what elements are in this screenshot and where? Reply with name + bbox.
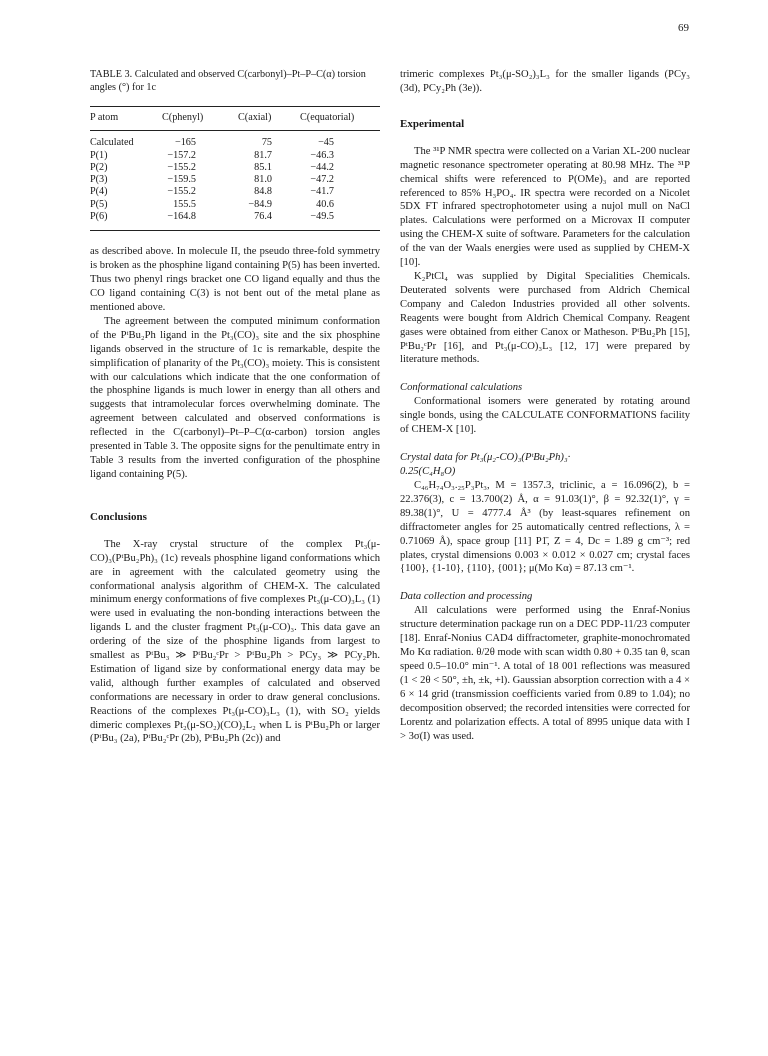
paragraph: The agreement between the computed minimum conformation of the PᵗBu₂Ph ligand in the Pt₃(CO)₃ site and the six phosphine ligands observed in the structure of 1c is remarkable, despite the simplification of planarity of the Pt₃(CO)₃ moiety. This is consistent with our calculations which indicate that the one conformation of the phosphine ligands is much lower in energy than all others and suggests that intramolecular forces overwhelming dominate. The agreement between calculated and observed conformations is reflected in the C(carbonyl)–Pt–P–C(α-carbon) torsion angles presented in Table 3. The opposite signs for the penultimate entry in Table 3 results from the inverted configuration of the phosphine ligand containing P(5).	[90, 315, 380, 480]
table-cell: Calculated	[90, 137, 134, 149]
crystal-data-block	[400, 451, 690, 576]
table-header-cell: P atom	[90, 107, 160, 131]
paragraph: All calculations were performed using the Enraf-Nonius structure determination package run on a DEC PDP-11/23 computer [18]. Enraf-Nonius CAD4 diffractometer, graphite-monochromated Mo Kα radiation. θ/2θ mode with scan width 0.80 + 0.35 tan θ, scan speed 0.5–10.0° min⁻¹. A total of 18 001 reflections was measured (1 < 2θ < 50°, ±h, ±k, +l). Gaussian absorption correction with a 4 × 6 × 14 grid (transmission coefficients varied from 0.89 to 1.04); no decomposition observed; the recorded intensities were corrected for Lorentz and polarization effects. A total of 8995 unique data with I > 3σ(I) was used.	[400, 605, 690, 742]
table-cell	[238, 162, 300, 174]
table-row	[90, 211, 380, 231]
left-column	[90, 68, 380, 746]
torsion-angle-table	[90, 106, 380, 231]
paragraph: as described above. In molecule II, the pseudo three-fold symmetry is broken as the phosphine ligand containing P(5) has been inverted. Thus two phenyl rings bracket one CO ligand equally and thus the CO ligand containing C(3) is not bent out of the metal plane as mentioned above.	[90, 246, 380, 313]
table-cell-value: −155.2	[167, 186, 196, 198]
table-cell: P(5)	[90, 198, 108, 210]
table-cell-value: −41.7	[310, 186, 334, 198]
table-cell	[300, 174, 380, 186]
table-cell-value: −157.2	[167, 149, 196, 161]
paragraph: The ³¹P NMR spectra were collected on a Varian XL-200 nuclear magnetic resonance spectrometer operating at 80.98 MHz. The ³¹P chemical shifts were referenced to P(OMe)₃ and are reported referenced to 85% H₃PO₄. IR spectra were recorded on a Nicolet 5DX FT infrared spectrophotometer using a nujol mull on NaCl plates. Calculations were performed on a Microvax II computer using the CHEM-X suite of software. Parameters for the calculation of the van der Waals energies were used as supplied by CHEM-X [10].	[400, 145, 690, 269]
table-cell-value: −45	[318, 137, 334, 149]
table-cell-value: −46.3	[310, 149, 334, 161]
table-row	[90, 186, 380, 198]
table-header-cell: C(equatorial)	[300, 107, 380, 131]
table-cell: P(2)	[90, 161, 108, 173]
table-row	[90, 174, 380, 186]
table-cell	[160, 186, 238, 198]
table-cell-value: 85.1	[254, 161, 272, 173]
table-cell	[160, 150, 238, 162]
subsection-heading-crystal-data-line2: 0.25(C₄H₈O)	[400, 466, 456, 478]
table-cell-value: −155.2	[167, 161, 196, 173]
table-cell-value: −49.5	[310, 211, 334, 223]
table-3	[90, 68, 380, 231]
table-cell-value: −165	[174, 137, 196, 149]
section-heading-conclusions: Conclusions	[90, 510, 147, 523]
table-cell-value: 76.4	[254, 211, 272, 223]
table-cell	[300, 186, 380, 198]
table-cell: P(4)	[90, 186, 108, 198]
paragraph: K₂PtCl₄ was supplied by Digital Specialities Chemicals. Deuterated solvents were purchased from Aldrich Chemical Company and Caledon Industries provided all other solvents. Reagents were bought from Aldrich Chemical Company. Reagent gases were obtained from either Canox or Matheson. PᵗBu₂Ph [15], PᵗBu₂ᶜPr [16], and Pt₃(μ-CO)₃L₃ [12, 17] were prepared by literature methods.	[400, 270, 690, 366]
table-cell-value: −47.2	[310, 174, 334, 186]
table-cell	[300, 150, 380, 162]
table-cell	[300, 131, 380, 150]
table-cell: P(1)	[90, 149, 108, 161]
table-cell	[238, 150, 300, 162]
table-cell-value: 155.5	[173, 198, 196, 210]
table-cell	[300, 199, 380, 211]
page-number: 69	[678, 22, 689, 34]
table-cell-value: −164.8	[167, 211, 196, 223]
paragraph: The X-ray crystal structure of the complex Pt₃(μ-CO)₃(PᵗBu₂Ph)₃ (1c) reveals phosphine ligand conformations which are in agreement with the calculated geometry using the conformational analysis algorithm of CHEM-X. The calculated minimum energy conformations of five complexes Pt₃(μ-CO)₃L₃ (1) were used in evaluating the non-bonding interactions between the ligands L and the cluster fragment Pt₃(μ-CO)₃. This data gave an ordering of the size of the phosphine ligands from largest to smallest as PᵗBu₃ ≫ PᵗBu₂ᶜPr > PᵗBu₂Ph > PCy₃ ≫ PCy₂Ph. Estimation of ligand size by conformational energy data may be valid, although further examples of calculated and observed conformations are necessary in order to draw general conclusions. Reactions of the complexes Pt₃(μ-CO)₃L₃ (1), with SO₂ yields dimeric complexes Pt₂(μ-SO₂)(CO)₂L₂ when L is PᵗBu₂Ph or larger (PᵗBu₃ (2a), PᵗBu₂ᶜPr (2b), PᵗBu₂Ph (2c)) and	[90, 538, 380, 745]
table-cell	[300, 162, 380, 174]
table-cell-value: 40.6	[316, 198, 334, 210]
table-cell-value: −44.2	[310, 161, 334, 173]
table-header-row	[90, 107, 380, 131]
table-cell-value: −84.9	[248, 198, 272, 210]
paragraph: Conformational isomers were generated by rotating around single bonds, using the CALCULATE CONFORMATIONS facility of CHEM-X [10].	[400, 396, 690, 436]
subsection-heading-crystal-data: Crystal data for Pt₃(μ₂-CO)₃(PᵗBu₂Ph)₃·	[400, 452, 571, 464]
table-header-cell: C(phenyl)	[160, 107, 238, 131]
table-header-cell: C(axial)	[238, 107, 300, 131]
table-cell-value: 75	[261, 137, 272, 149]
table-cell	[238, 131, 300, 150]
table-cell	[238, 186, 300, 198]
table-cell	[238, 199, 300, 211]
table-cell-value: 81.7	[254, 149, 272, 161]
table-caption: TABLE 3. Calculated and observed C(carbonyl)–Pt–P–C(α) torsion angles (°) for 1c	[90, 69, 366, 93]
subsection-heading-conformational: Conformational calculations	[400, 382, 523, 394]
table-cell: P(6)	[90, 211, 160, 231]
table-cell: P(3)	[90, 174, 108, 186]
table-cell	[238, 174, 300, 186]
right-column	[400, 68, 690, 743]
table-row	[90, 131, 380, 150]
table-cell	[160, 211, 238, 231]
table-row	[90, 199, 380, 211]
table-cell-value: 84.8	[254, 186, 272, 198]
subsection-heading-data-collection: Data collection and processing	[400, 591, 533, 603]
table-row	[90, 162, 380, 174]
paragraph: C₄₆H₇₄O₃.₂₅P₃Pt₃, M = 1357.3, triclinic, a = 16.096(2), b = 22.376(3), c = 13.700(2) Å, α = 91.03(1)°, β = 92.32(1)°, γ = 89.38(1)°, U = 4777.4 Å³ (by least-squares refinement on diffractometer angles for 25 automatically centred reflections, λ = 0.71069 Å), space group [11] P1̄, Z = 4, Dc = 1.89 g cm⁻³; red plates, crystal dimensions 0.003 × 0.012 × 0.027 cm; crystal faces {100}, {1-10}, {110}, {001}; μ(Mo Kα) = 87.13 cm⁻¹.	[400, 480, 690, 575]
table-cell-value: 81.0	[254, 174, 272, 186]
table-cell	[160, 174, 238, 186]
table-cell	[238, 211, 300, 231]
paragraph: trimeric complexes Pt₃(μ-SO₂)₃L₃ for the smaller ligands (PCy₃ (3d), PCy₂Ph (3e)).	[400, 69, 690, 94]
table-cell	[160, 199, 238, 211]
section-heading-experimental: Experimental	[400, 117, 465, 130]
table-cell	[300, 211, 380, 231]
table-cell	[160, 162, 238, 174]
table-row	[90, 150, 380, 162]
table-cell-value: −159.5	[167, 174, 196, 186]
table-cell	[160, 131, 238, 150]
